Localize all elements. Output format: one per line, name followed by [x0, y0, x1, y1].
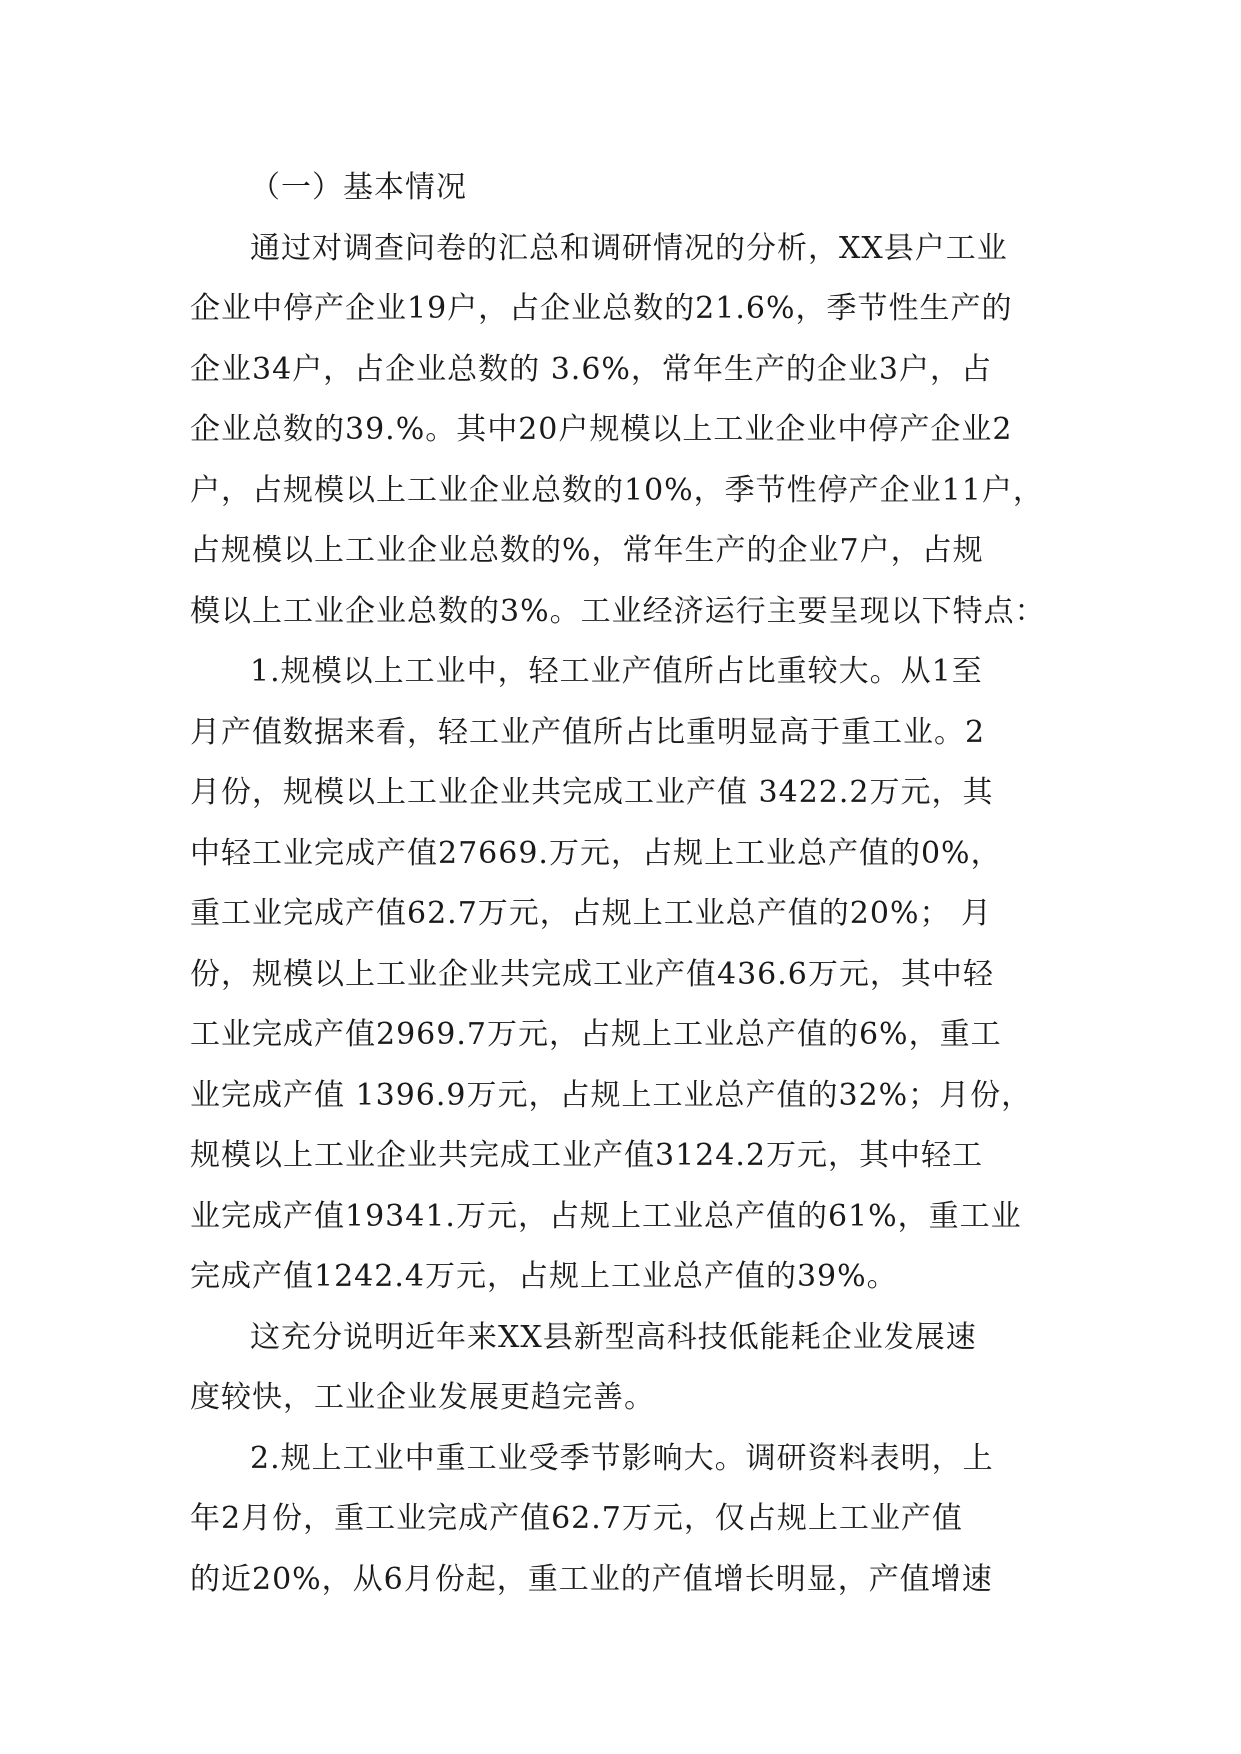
- paragraph-line: 的近20%，从6月份起，重工业的产值增长明显，产值增速: [190, 1561, 993, 1597]
- paragraph-basic-situation: [190, 219, 1060, 643]
- paragraph-line: 份，规模以上工业企业共完成工业产值436.6万元，其中轻: [190, 956, 994, 992]
- paragraph-point-1: [190, 642, 1060, 1308]
- paragraph-line: 通过对调查问卷的汇总和调研情况的分析，XX县户工业: [250, 230, 1008, 266]
- paragraph-line: 工业完成产值2969.7万元，占规上工业总产值的6%，重工: [190, 1017, 1002, 1052]
- section-heading: （一）基本情况: [250, 170, 467, 205]
- paragraph-line: 户，占规模以上工业企业总数的10%，季节性停产企业11户，: [190, 472, 1044, 508]
- paragraph-line: 规模以上工业企业共完成工业产值3124.2万元，其中轻工: [190, 1138, 983, 1173]
- paragraph-line: 这充分说明近年来XX县新型高科技低能耗企业发展速: [250, 1319, 977, 1355]
- paragraph-line: 业完成产值 1396.9万元，占规上工业总产值的32%；月份，: [190, 1077, 1033, 1113]
- paragraph-line: 中轻工业完成产值27669.万元，占规上工业总产值的0%，: [190, 835, 1002, 871]
- paragraph-line: 月份，规模以上工业企业共完成工业产值 3422.2万元，其: [190, 775, 994, 810]
- paragraph-line: 模以上工业企业总数的3%。工业经济运行主要呈现以下特点：: [190, 593, 1046, 629]
- paragraph-point-2: [190, 1429, 1060, 1611]
- paragraph-line: 占规模以上工业企业总数的%，常年生产的企业7户，占规: [190, 533, 984, 568]
- paragraph-line: 度较快，工业企业发展更趋完善。: [190, 1380, 655, 1415]
- paragraph-line: 年2月份，重工业完成产值62.7万元，仅占规上工业产值: [190, 1501, 963, 1536]
- paragraph-line: 2.规上工业中重工业受季节影响大。调研资料表明，上: [250, 1440, 994, 1476]
- paragraph-line: 企业中停产企业19户，占企业总数的21.6%，季节性生产的: [190, 291, 1013, 326]
- paragraph-line: 完成产值1242.4万元，占规上工业总产值的39%。: [190, 1259, 898, 1294]
- paragraph-line: 重工业完成产值62.7万元，占规上工业总产值的20%； 月: [190, 896, 993, 931]
- paragraph-conclusion: [190, 1308, 1060, 1429]
- paragraph-line: 月产值数据来看，轻工业产值所占比重明显高于重工业。2: [190, 714, 986, 750]
- paragraph-line: 企业总数的39.%。其中20户规模以上工业企业中停产企业2: [190, 412, 1013, 447]
- paragraph-line: 1.规模以上工业中，轻工业产值所占比重较大。从1至: [250, 654, 983, 689]
- document-body: [190, 158, 1060, 1610]
- paragraph-line: 业完成产值19341.万元，占规上工业总产值的61%，重工业: [190, 1198, 1022, 1234]
- paragraph-line: 企业34户，占企业总数的 3.6%，常年生产的企业3户，占: [190, 351, 993, 387]
